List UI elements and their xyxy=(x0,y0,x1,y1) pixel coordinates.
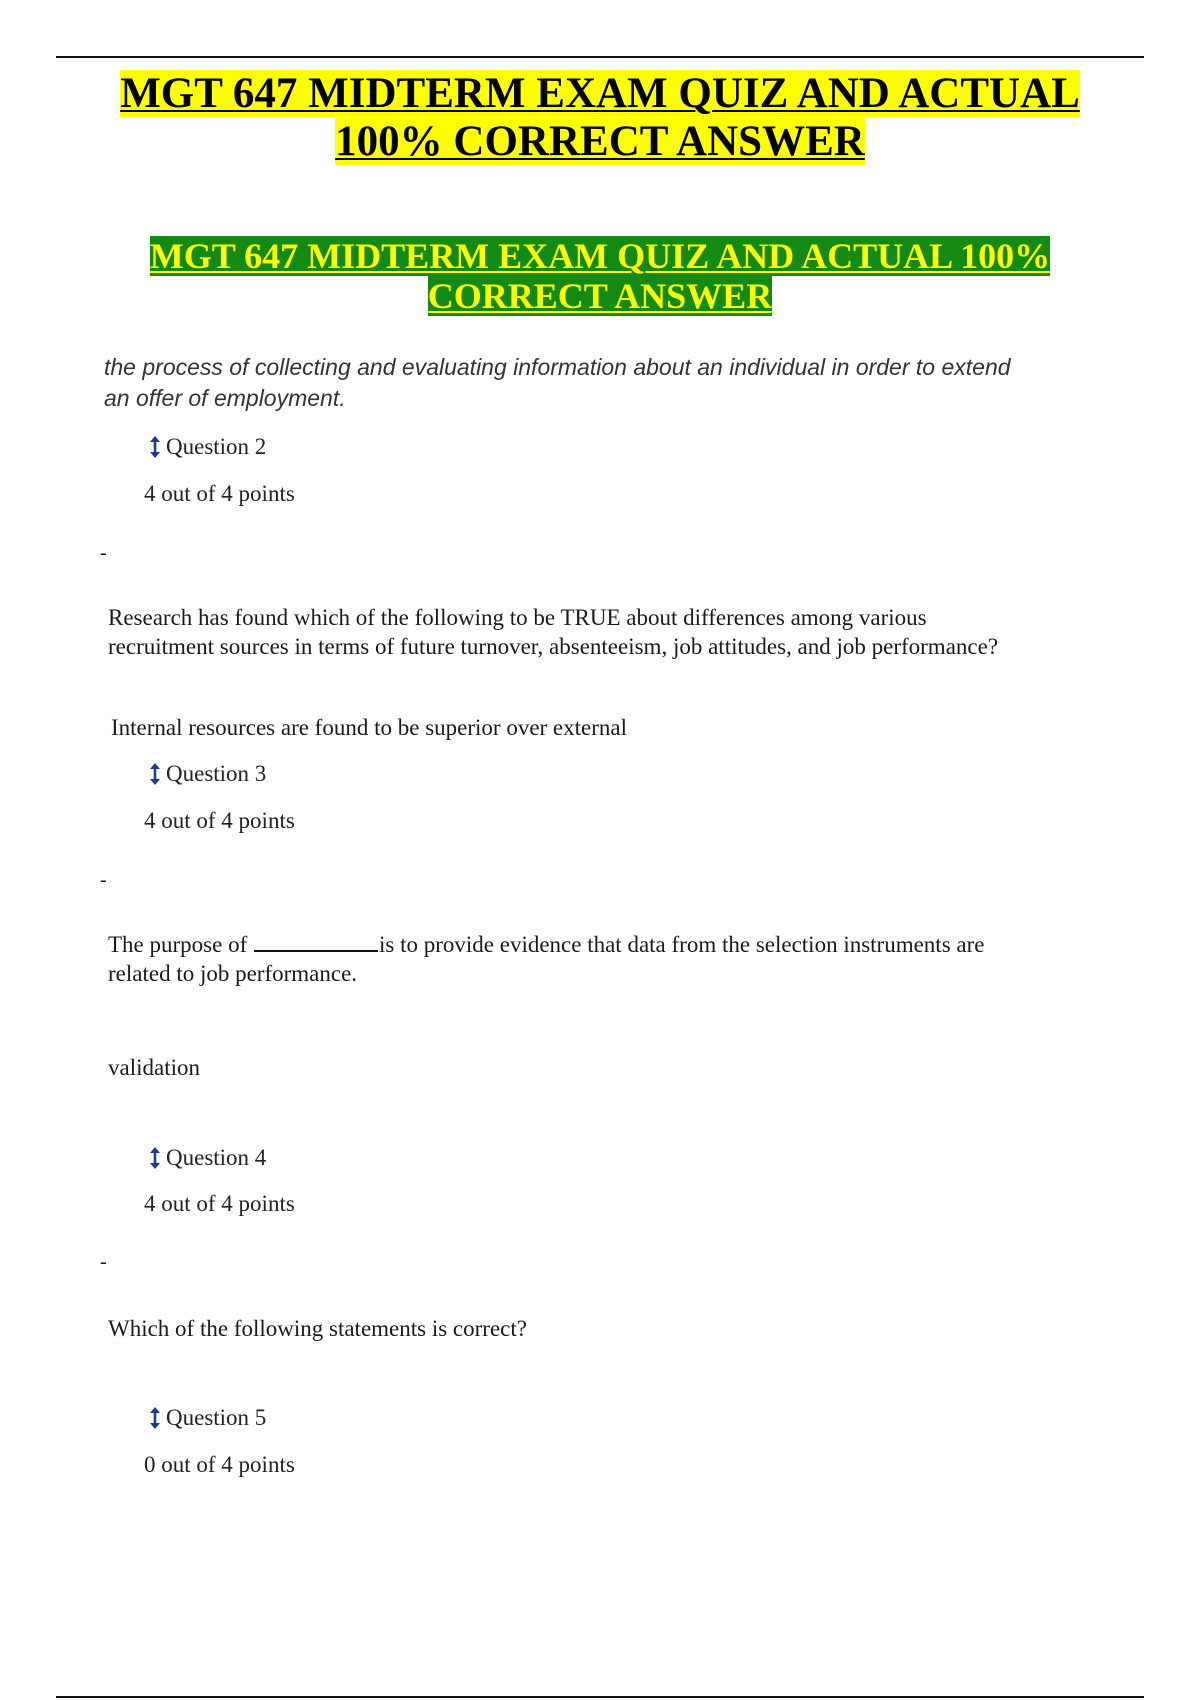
question-2-points: 4 out of 4 points xyxy=(144,481,295,506)
title-line-1: MGT 647 MIDTERM EXAM QUIZ AND ACTUAL xyxy=(120,70,1080,117)
question-2-text: Research has found which of the following to be TRUE about differences among various recruitment sources in terms of future turnover, absenteeism, job attitudes, and job performance? xyxy=(108,605,999,659)
question-3-label: Question 3 xyxy=(166,761,267,786)
separator-dash: - xyxy=(100,542,107,564)
sort-arrow-icon xyxy=(148,1146,162,1170)
question-4-points: 4 out of 4 points xyxy=(144,1191,295,1216)
question-2-answer: Internal resources are found to be superior over external xyxy=(111,715,627,740)
question-4-label: Question 4 xyxy=(166,1145,267,1170)
question-3-text-after: is to provide evidence that data from the selection instruments are related to job performance. xyxy=(108,932,985,986)
separator-dash: - xyxy=(100,1251,107,1273)
question-5-header xyxy=(148,1404,266,1432)
question-3-points: 4 out of 4 points xyxy=(144,808,295,833)
question-4-text: Which of the following statements is correct? xyxy=(108,1316,527,1341)
document-subtitle xyxy=(0,236,1200,316)
question-3-text-before: The purpose of xyxy=(108,932,248,957)
question-5-points: 0 out of 4 points xyxy=(144,1452,295,1477)
document-title xyxy=(0,70,1200,166)
top-rule xyxy=(56,56,1144,58)
sort-arrow-icon xyxy=(148,762,162,786)
title-line-2: 100% CORRECT ANSWER xyxy=(335,118,865,165)
question-3-header xyxy=(148,760,266,788)
question-5-label: Question 5 xyxy=(166,1405,267,1430)
question-2-label: Question 2 xyxy=(166,434,267,459)
sort-arrow-icon xyxy=(148,1406,162,1430)
question-3-answer: validation xyxy=(108,1055,200,1080)
question-2-header xyxy=(148,433,266,461)
subtitle-line-1: MGT 647 MIDTERM EXAM QUIZ AND ACTUAL 100% xyxy=(149,236,1051,276)
fill-in-blank xyxy=(254,930,378,952)
question-3-text xyxy=(108,930,1028,988)
intro-text: the process of collecting and evaluating information about an individual in order to extend an offer of employment. xyxy=(104,354,1011,411)
question-4-header xyxy=(148,1144,266,1172)
separator-dash: - xyxy=(100,869,107,891)
bottom-rule xyxy=(56,1696,1144,1698)
subtitle-line-2: CORRECT ANSWER xyxy=(427,276,773,316)
sort-arrow-icon xyxy=(148,435,162,459)
